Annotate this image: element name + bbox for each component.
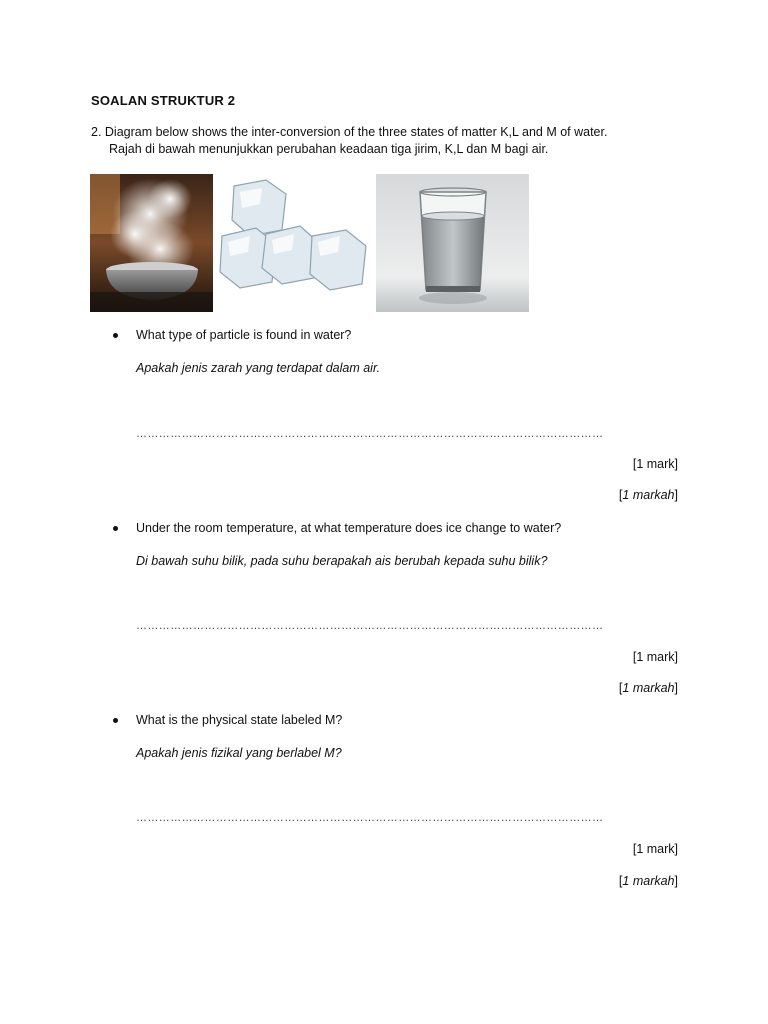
- bullet-point: [113, 333, 118, 338]
- mark-label-3: [1 mark]: [632, 842, 678, 856]
- mark-label-1: [1 mark]: [632, 457, 678, 471]
- bullet-point: [113, 718, 118, 723]
- question-2-english: Under the room temperature, at what temperature does ice change to water?: [136, 521, 562, 535]
- intro-english: 2. Diagram below shows the inter-conversion of the three states of matter K,L and M of water.: [91, 125, 608, 139]
- question-1-english: What type of particle is found in water?: [136, 328, 352, 342]
- intro-malay: Rajah di bawah menunjukkan perubahan keadaan tiga jirim, K,L dan M bagi air.: [109, 142, 549, 156]
- question-2-malay: Di bawah suhu bilik, pada suhu berapakah ais berubah kepada suhu bilik?: [136, 554, 548, 568]
- answer-line-3[interactable]: ……………………………………………………………………………………………………………: [136, 812, 604, 824]
- bullet-point: [113, 526, 118, 531]
- steaming-pot-image: [90, 174, 213, 312]
- question-3-english: What is the physical state labeled M?: [136, 713, 343, 727]
- answer-line-2[interactable]: ……………………………………………………………………………………………………………: [136, 620, 604, 632]
- markah-label-3: [1 markah]: [618, 874, 678, 888]
- markah-label-1: [1 markah]: [618, 488, 678, 502]
- question-1-malay: Apakah jenis zarah yang terdapat dalam air.: [136, 361, 381, 375]
- glass-of-water-image: [376, 174, 529, 312]
- markah-label-2: [1 markah]: [618, 681, 678, 695]
- ice-cubes-image: [216, 174, 373, 312]
- question-3-malay: Apakah jenis fizikal yang berlabel M?: [136, 746, 342, 760]
- mark-label-2: [1 mark]: [632, 650, 678, 664]
- section-heading: SOALAN STRUKTUR 2: [91, 93, 236, 108]
- answer-line-1[interactable]: ……………………………………………………………………………………………………………: [136, 428, 604, 440]
